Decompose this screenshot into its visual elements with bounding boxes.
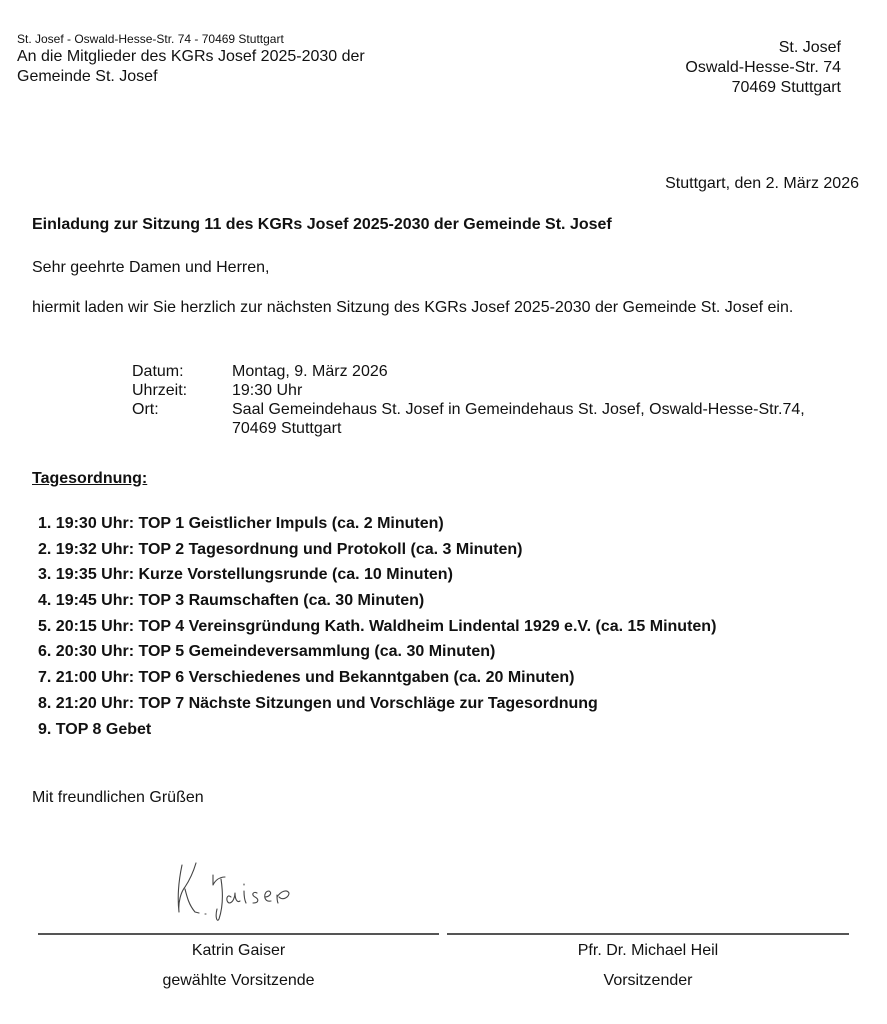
signature-line-right [447,933,849,935]
agenda-item: 3. 19:35 Uhr: Kurze Vorstellungsrunde (ca. 10 Minuten) [38,566,453,584]
organization-address [685,38,841,98]
agenda-item: 2. 19:32 Uhr: TOP 2 Tagesordnung und Protokoll (ca. 3 Minuten) [38,540,523,558]
intro-paragraph: hiermit laden wir Sie herzlich zur nächsten Sitzung des KGRs Josef 2025-2030 der Gemeinde St. Josef ein. [32,299,794,316]
meeting-details [132,362,832,438]
agenda-item: 4. 19:45 Uhr: TOP 3 Raumschaften (ca. 30 Minuten) [38,592,425,610]
agenda-heading: Tagesordnung: [32,470,148,487]
agenda-item: 5. 20:15 Uhr: TOP 4 Vereinsgründung Kath. Waldheim Lindental 1929 e.V. (ca. 15 Minuten) [38,617,717,635]
detail-row-time [132,381,832,400]
recipient-line: Gemeinde St. Josef [17,68,158,85]
agenda-item: 7. 21:00 Uhr: TOP 6 Verschiedenes und Bekanntgaben (ca. 20 Minuten) [38,669,575,687]
signatory-role-left: gewählte Vorsitzende [162,972,315,989]
agenda-list [38,514,716,745]
detail-value: Saal Gemeindehaus St. Josef in Gemeindehaus St. Josef, Oswald-Hesse-Str.74, 70469 Stuttgart [232,401,805,437]
closing-phrase: Mit freundlichen Grüßen [32,789,204,806]
handwritten-signature [165,857,315,927]
org-address-line: St. Josef [778,39,841,56]
agenda-item: 8. 21:20 Uhr: TOP 7 Nächste Sitzungen und Vorschläge zur Tagesordnung [38,694,598,712]
signature-line-left [38,933,439,935]
agenda-item: 6. 20:30 Uhr: TOP 5 Gemeindeversammlung (ca. 30 Minuten) [38,643,496,661]
org-address-line: Oswald-Hesse-Str. 74 [685,59,841,76]
detail-label: Datum: [132,363,184,380]
signatory-name-left: Katrin Gaiser [191,942,286,959]
sender-return-address: St. Josef - Oswald-Hesse-Str. 74 - 70469 Stuttgart [17,32,284,46]
signatory-name-right: Pfr. Dr. Michael Heil [577,942,719,959]
org-address-line: 70469 Stuttgart [731,79,841,96]
agenda-item: 1. 19:30 Uhr: TOP 1 Geistlicher Impuls (ca. 2 Minuten) [38,515,444,532]
signatory-role-right: Vorsitzender [603,972,693,989]
detail-row-location [132,400,832,438]
detail-value: 19:30 Uhr [232,382,303,399]
recipient-line: An die Mitglieder des KGRs Josef 2025-2030 der [17,48,365,65]
salutation: Sehr geehrte Damen und Herren, [32,259,270,276]
detail-row-date [132,362,832,381]
agenda-item: 9. TOP 8 Gebet [38,720,152,738]
detail-label: Uhrzeit: [132,382,188,399]
letter-date: Stuttgart, den 2. März 2026 [665,175,859,192]
detail-value: Montag, 9. März 2026 [232,363,388,380]
letter-subject: Einladung zur Sitzung 11 des KGRs Josef 2025-2030 der Gemeinde St. Josef [32,216,612,233]
detail-label: Ort: [132,401,159,418]
recipient-address [17,47,365,87]
